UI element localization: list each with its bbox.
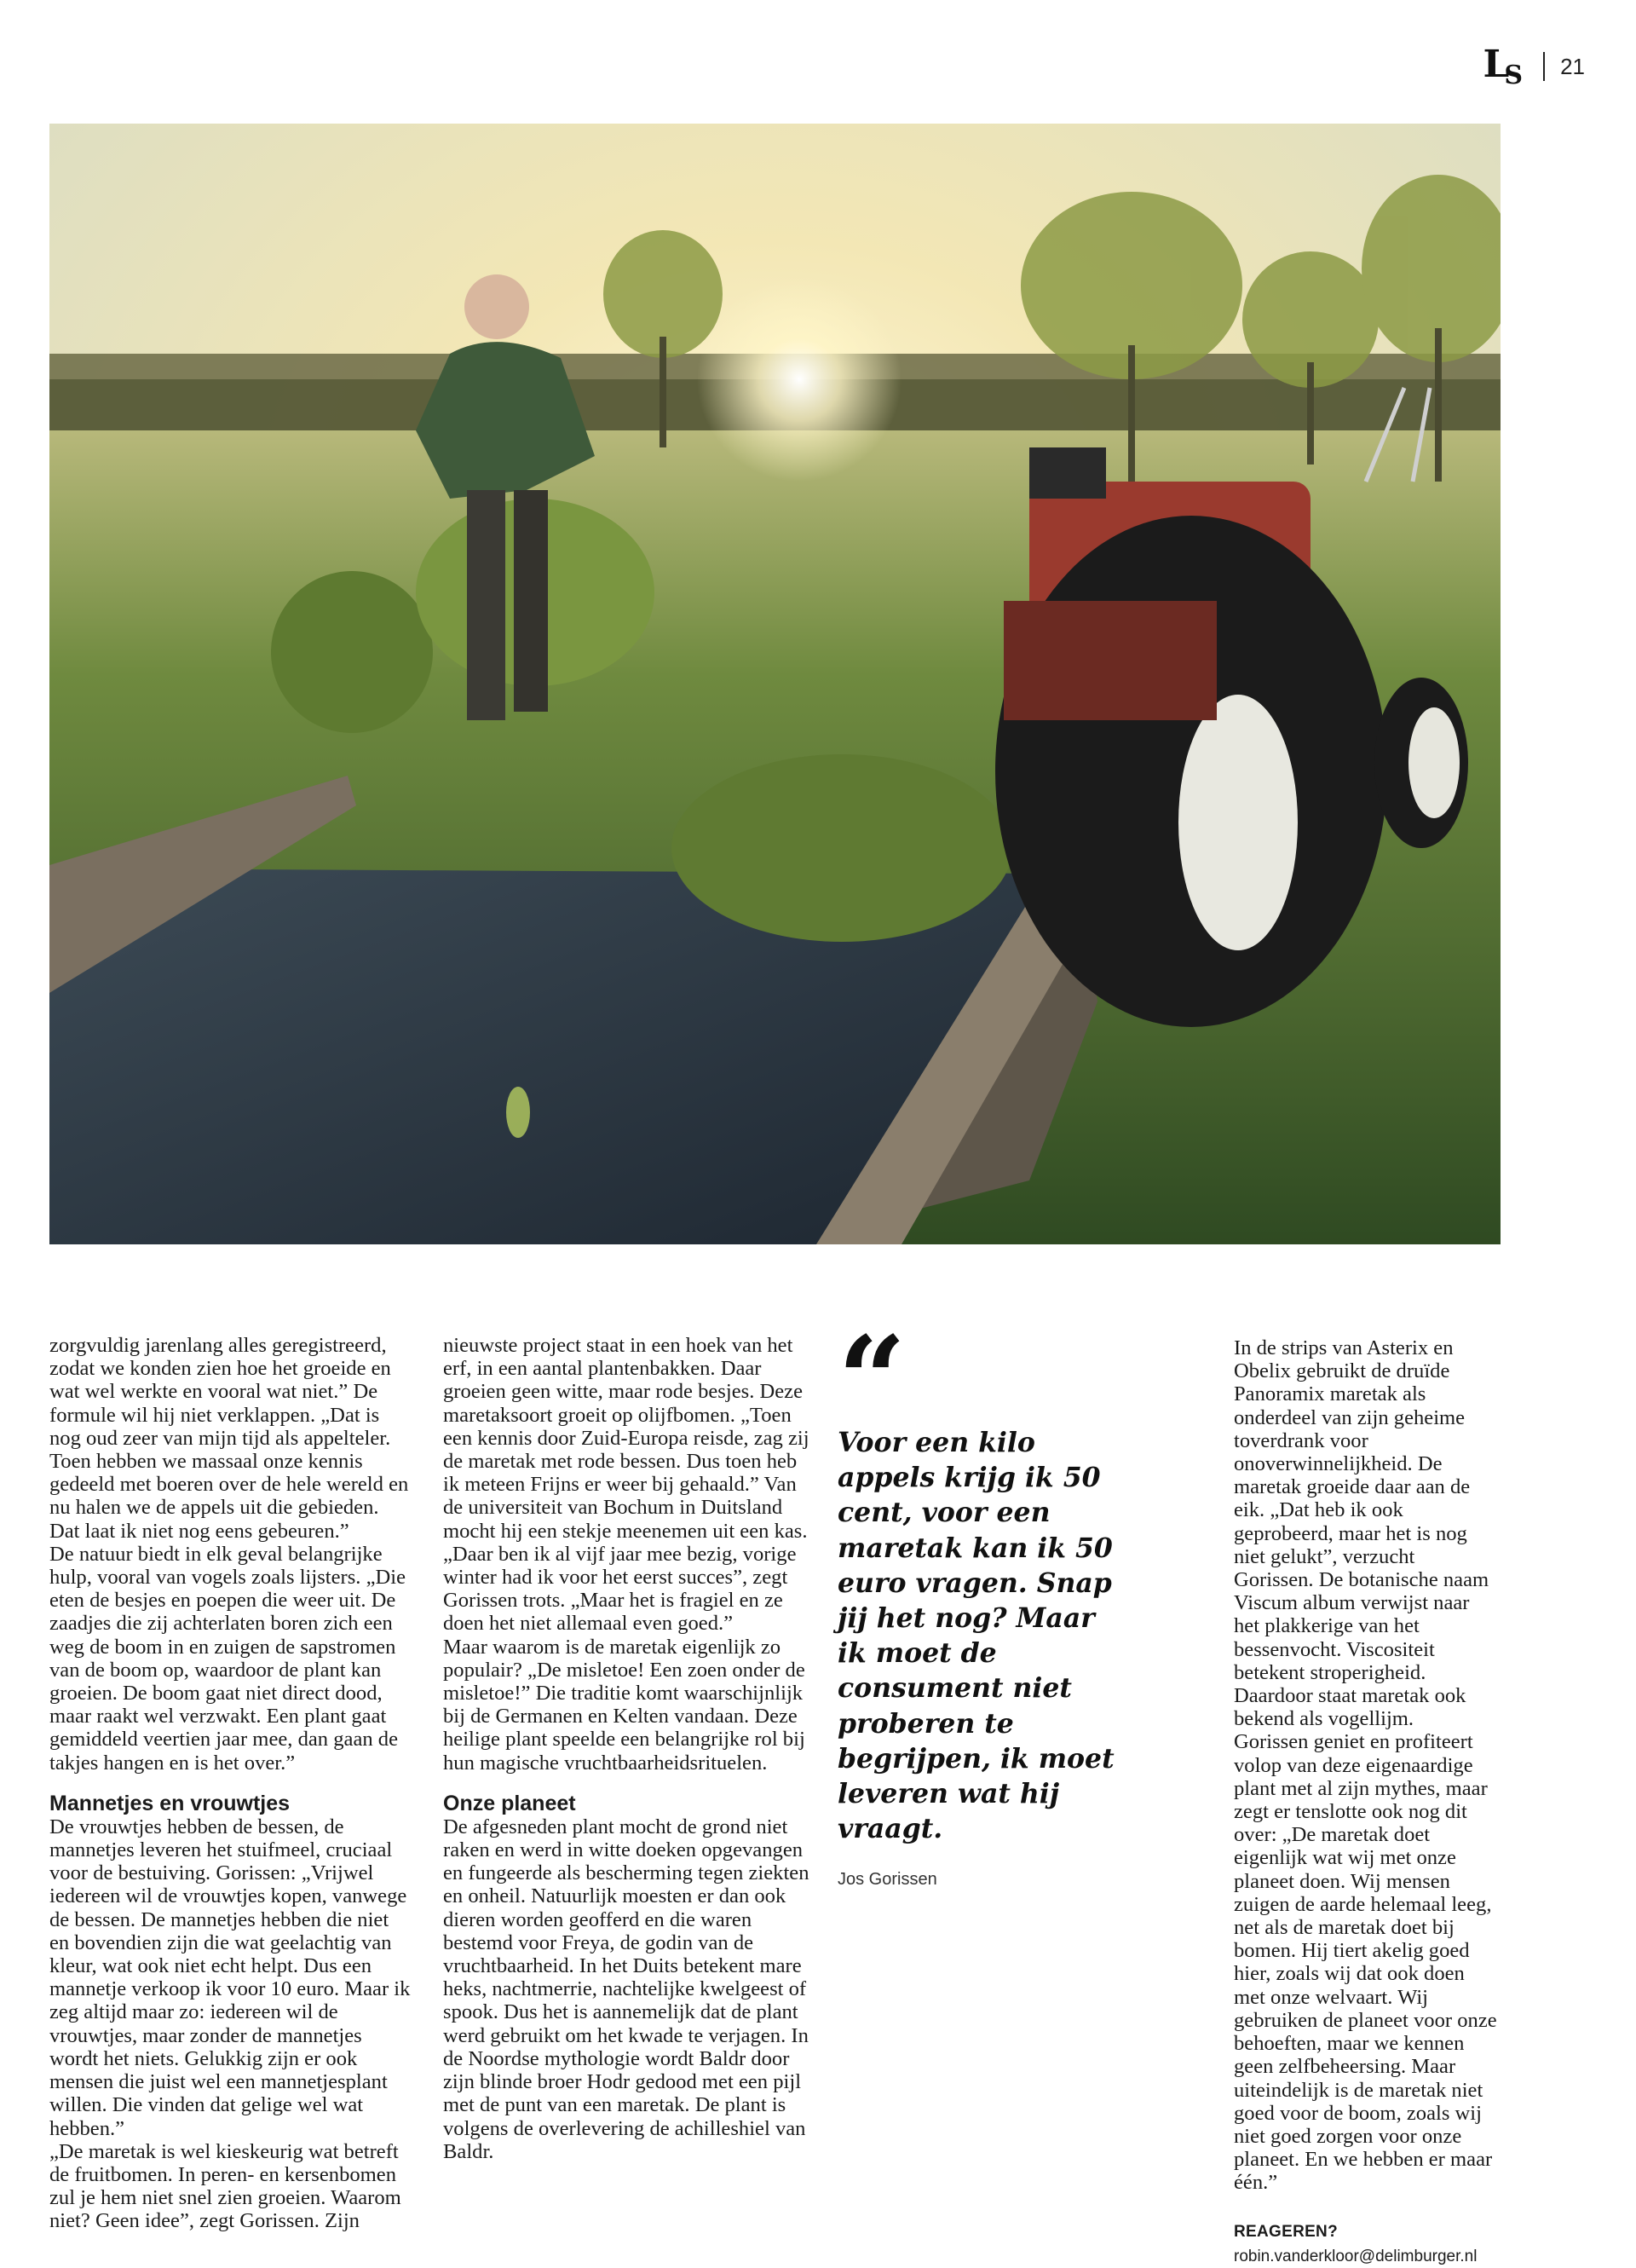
section-heading: Onze planeet	[443, 1791, 576, 1815]
page-number: 21	[1560, 53, 1585, 79]
paragraph: De vrouwtjes hebben de bessen, de mannetjes leveren het stuifmeel, cruciaal voor de bestuiving. Gorissen: „Vrijwel iedereen wil de vrouwtjes kopen, vanwege de bessen. De mannetjes hebben die niet en bovendien zijn die wat geelachtig van kleur, wat ook niet echt helpt. Dus een mannetje verkoop ik voor 10 euro. Maar ik zeg altijd maar zo: iedereen wil de vrouwtjes, maar zonder de mannetjes wordt het niets. Gelukkig zijn er ook mensen die juist wel een mannetjesplant willen. Die vinden dat gelige wel wat hebben.”	[49, 1815, 411, 2140]
quote-author: Jos Gorissen	[838, 1870, 937, 1890]
pull-quote	[838, 1311, 1127, 1890]
section-heading: Mannetjes en vrouwtjes	[49, 1791, 291, 1815]
paragraph: In de strips van Asterix en Obelix gebruikt de druïde Panoramix maretak als onderdeel van zijn geheime toverdrank voor onoverwinnelijkheid. De maretak groeide daar aan de eik. „Dat heb ik ook geprobeerd, maar het is nog niet gelukt”, verzucht Gorissen. De botanische naam Viscum album verwijst naar het plakkerige van het bessenvocht. Viscositeit betekent stroperigheid. Daardoor staat maretak ook bekend als vogellijm.	[1234, 1336, 1489, 1731]
paragraph: Maar waarom is de maretak eigenlijk zo populair? „De misletoe! Een zoen onder de misletoe!” Die traditie komt waarschijnlijk bij de Germanen en Kelten vandaan. Deze heilige plant speelde een belangrijke rol bij hun magische vruchtbaarheidsrituelen.	[443, 1635, 805, 1775]
paragraph: De afgesneden plant mocht de grond niet raken en werd in witte doeken opgevangen en fungeerde als bescherming tegen ziekten en onheil. Natuurlijk moesten er dan ook dieren worden geofferd en die waren bestemd voor Freya, de godin van de vruchtbaarheid. In het Duits betekent mare heks, nachtmerrie, nachtelijke kwelgeest of spook. Dus het is aannemelijk dat de plant werd gebruikt om het kwade te verjagen. In de Noordse mythologie wordt Baldr door zijn blinde broer Hodr gedood met een pijl met de punt van een maretak. De plant is volgens de overlevering de achilleshiel van Baldr.	[443, 1815, 809, 2163]
paragraph: Gorissen geniet en profiteert volop van deze eigenaardige plant met al zijn mythes, maar zegt er tenslotte ook nog dit over: „De maretak doet eigenlijk wat wij met onze planeet doen. Wij mensen zuigen de aarde helemaal leeg, net als de maretak doet bij bomen. Hij tiert akelig goed hier, zoals wij dat ook doen met onze welvaart. Wij gebruiken de planeet voor onze behoeften, maar we kennen geen zelfbeheersing. Maar uiteindelijk is de maretak niet goed voor de boom, zoals wij niet goed zorgen voor onze planeet. En we hebben er maar één.”	[1234, 1730, 1497, 2195]
react-email-link[interactable]: robin.vanderkloor@delimburger.nl	[1234, 2247, 1478, 2265]
publication-logo: LS	[1483, 43, 1518, 90]
article-column-1	[49, 1334, 411, 2233]
paragraph: „De maretak is wel kieskeurig wat betreft de fruitbomen. In peren- en kersenbomen zul je hem niet snel zien groeien. Waarom niet? Geen idee”, zegt Gorissen. Zijn	[49, 2139, 401, 2233]
quote-mark-icon: “	[838, 1311, 903, 1451]
article-column-2	[443, 1334, 809, 2163]
article-column-4	[1234, 1336, 1500, 2268]
paragraph: nieuwste project staat in een hoek van het erf, in een aantal plantenbakken. Daar groeien geen witte, maar rode besjes. Deze maretaksoort groeit op olijfbomen. „Toen een kennis door Zuid-Europa reisde, zag zij de maretak met rode bessen. Dus toen heb ik meteen Frijns er weer bij gehaald.” Van de universiteit van Bochum in Duitsland mocht hij een stekje meenemen uit een kas. „Daar ben ik al vijf jaar mee bezig, vorige winter had ik voor het eerst succes”, zegt Gorissen trots. „Maar het is fragiel en ze doen het niet allemaal even goed.”	[443, 1334, 809, 1636]
paragraph: zorgvuldig jarenlang alles geregistreerd, zodat we konden zien hoe het groeide en wat wel werkte en vooral wat niet.” De formule wil hij niet verklappen. „Dat is nog oud zeer van mijn tijd als appelteler. Toen hebben we massaal onze kennis gedeeld met boeren over de hele wereld en nu halen we de appels uit die gebieden. Dat laat ik niet nog eens gebeuren.”	[49, 1334, 409, 1543]
quote-text: Voor een kilo appels krijg ik 50 cent, voor een maretak kan ik 50 euro vragen. Snap jij het nog? Maar ik moet de consument niet proberen te begrijpen, ik moet leveren wat hij vraagt.	[838, 1427, 1115, 1845]
article-photo	[49, 124, 1501, 1244]
paragraph: De natuur biedt in elk geval belangrijke hulp, vooral van vogels zoals lijsters. „Die eten de besjes en poepen die weer uit. De zaadjes die zij achterlaten boren zich een weg de boom in en zuigen de sapstromen van de boom op, waardoor de plant kan groeien. De boom gaat niet direct dood, maar raakt wel verzwakt. Een plant gaat gemiddeld veertien jaar mee, dan gaan de takjes hangen en is het over.”	[49, 1542, 406, 1775]
page-header	[1483, 41, 1585, 92]
react-title: REAGEREN?	[1234, 2222, 1338, 2241]
header-divider	[1543, 52, 1545, 81]
